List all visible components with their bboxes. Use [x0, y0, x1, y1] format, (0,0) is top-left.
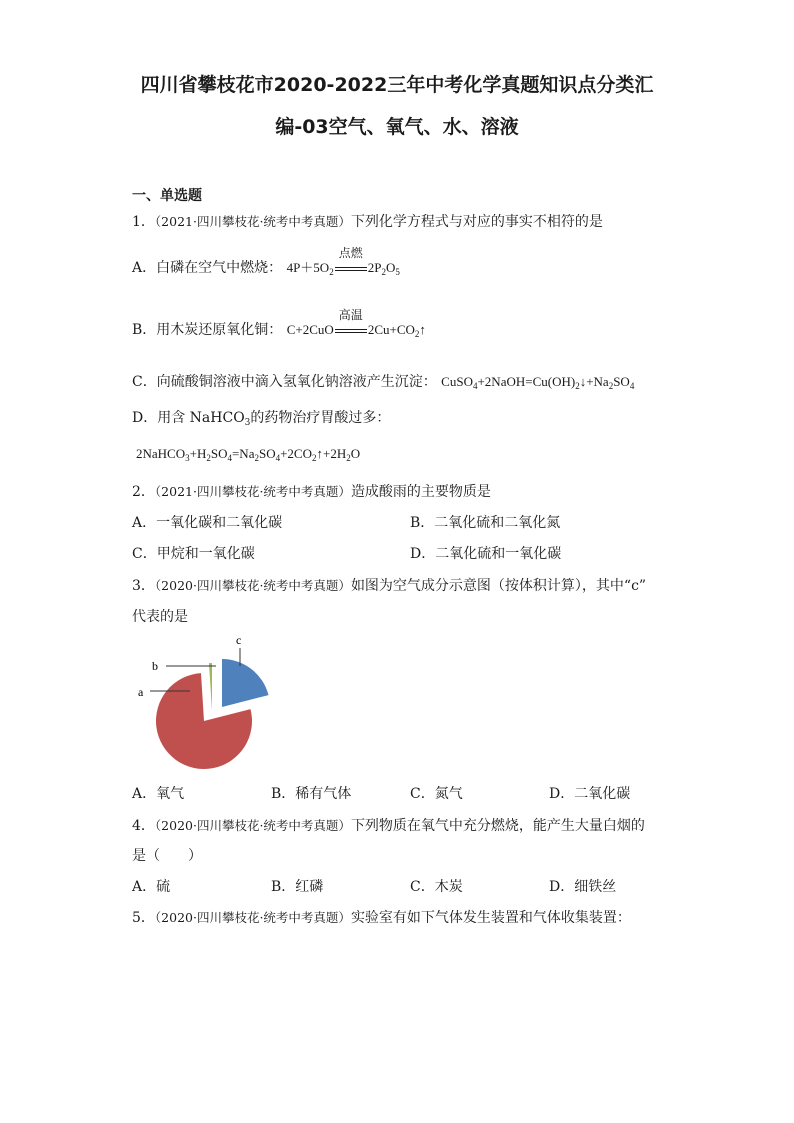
q2-source: （2021·四川攀枝花·统考中考真题） — [154, 484, 351, 499]
q3-stem-line2: 代表的是 — [132, 609, 188, 625]
q3-option-a: A．氧气 — [132, 786, 185, 802]
pie-label-c: c — [236, 633, 242, 647]
q4-option-b: B．红磷 — [271, 879, 324, 895]
q1-b-condition: 高温 — [335, 320, 367, 340]
q1-b-label: B．用木炭还原氧化铜： — [132, 322, 283, 338]
q1-text: 下列化学方程式与对应的事实不相符的是 — [350, 214, 603, 230]
q4-option-c: C．木炭 — [410, 879, 463, 895]
q2-option-c: C．甲烷和一氧化碳 — [132, 546, 255, 562]
q3-stem: 3．（2020·四川攀枝花·统考中考真题）如图为空气成分示意图（按体积计算），其中“c” — [132, 578, 647, 594]
pie-slice-b — [209, 663, 212, 711]
air-composition-pie-chart — [130, 628, 290, 778]
q1-c-equation: $CuSO_4+2NaOH=Cu(OH)_2↓+Na_2SO_4$ — [441, 374, 635, 391]
q1-source: （2021·四川攀枝花·统考中考真题） — [154, 214, 351, 229]
q5-source: （2020·四川攀枝花·统考中考真题） — [154, 910, 351, 925]
q1-option-d: D．用含 NaHCO$_3$的药物治疗胃酸过多： — [132, 410, 391, 428]
q4-source: （2020·四川攀枝花·统考中考真题） — [154, 818, 351, 833]
q2-option-d: D．二氧化硫和一氧化碳 — [410, 546, 562, 562]
q2-option-a: A．一氧化碳和二氧化碳 — [132, 515, 283, 531]
q1-c-label: C．向硫酸铜溶液中滴入氢氧化钠溶液产生沉淀： — [132, 374, 437, 390]
q4-stem-line2: 是（ ） — [132, 848, 202, 864]
pie-label-a: a — [138, 685, 144, 699]
q1-stem — [132, 212, 603, 232]
q1-d-equation: $2NaHCO_3+H_2SO_4=Na_2SO_4+2CO_2↑+2H_2O$ — [136, 446, 361, 463]
q1-option-b — [132, 308, 426, 344]
q1-b-equation: C+2CuO 高温 $2Cu+CO_2↑$ — [286, 308, 426, 339]
q3-option-b: B．稀有气体 — [271, 786, 352, 802]
q1-number: 1． — [132, 214, 155, 230]
pie-label-b: b — [152, 659, 158, 673]
q3-source: （2020·四川攀枝花·统考中考真题） — [154, 578, 351, 593]
q1-option-c — [132, 372, 634, 396]
q2-stem: 2．（2021·四川攀枝花·统考中考真题）造成酸雨的主要物质是 — [132, 484, 491, 500]
q3-option-c: C．氮气 — [410, 786, 463, 802]
pie-slice-c — [222, 659, 268, 707]
doc-title-line2: 编-03空气、氧气、水、溶液 — [275, 116, 519, 138]
q1-a-equation: $4P+5O_2$ 点燃 $2P_2O_5$ — [286, 246, 400, 277]
section-heading: 一、单选题 — [132, 188, 202, 204]
q5-stem: 5．（2020·四川攀枝花·统考中考真题）实验室有如下气体发生装置和气体收集装置： — [132, 910, 631, 926]
q2-option-b: B．二氧化硫和二氧化氮 — [410, 515, 561, 531]
q4-option-a: A．硫 — [132, 879, 171, 895]
q4-stem: 4．（2020·四川攀枝花·统考中考真题）下列物质在氧气中充分燃烧，能产生大量白烟的 — [132, 818, 645, 834]
q4-option-d: D．细铁丝 — [549, 879, 617, 895]
q1-a-condition: 点燃 — [335, 258, 367, 278]
doc-title-line1: 四川省攀枝花市2020-2022三年中考化学真题知识点分类汇 — [140, 74, 654, 96]
q1-a-label: A．白磷在空气中燃烧： — [132, 260, 283, 276]
q1-option-a — [132, 246, 400, 282]
q3-option-d: D．二氧化碳 — [549, 786, 631, 802]
